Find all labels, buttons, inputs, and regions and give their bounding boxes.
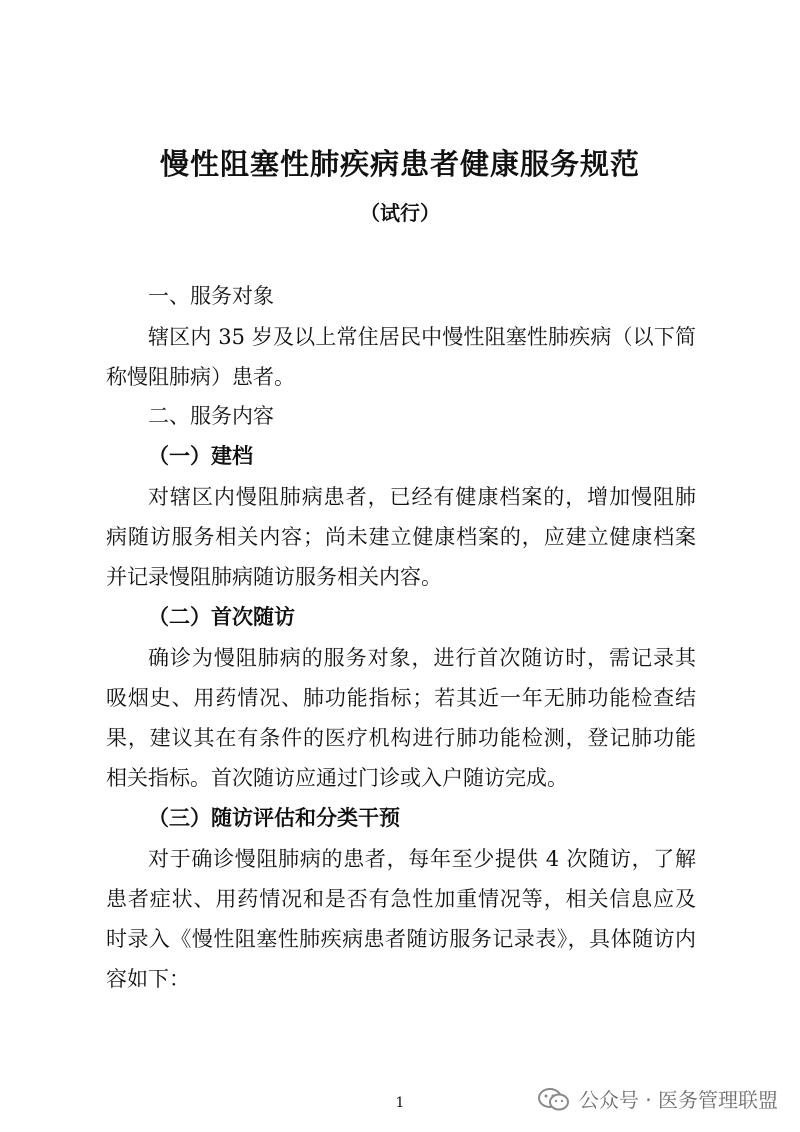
- paragraph-line: 确诊为慢阻肺病的服务对象，进行首次随访时，需记录其: [148, 646, 696, 670]
- paragraph-line: 对辖区内慢阻肺病患者，已经有健康档案的，增加慢阻肺: [148, 485, 696, 509]
- subsection-heading-first-visit: （二）首次随访: [148, 605, 295, 629]
- section-heading-service-content: 二、服务内容: [148, 404, 274, 428]
- page-number: 1: [395, 1095, 405, 1111]
- document-title: 慢性阻塞性肺疾病患者健康服务规范: [159, 147, 640, 181]
- document-subtitle: （试行）: [360, 201, 440, 225]
- subsection-heading-follow-up: （三）随访评估和分类干预: [148, 806, 400, 830]
- paragraph-line: 相关指标。首次随访应通过门诊或入户随访完成。: [106, 766, 568, 790]
- paragraph-line: 容如下：: [106, 967, 190, 991]
- paragraph-line: 果，建议其在有条件的医疗机构进行肺功能检测，登记肺功能: [106, 726, 696, 750]
- paragraph-line: 对于确诊慢阻肺病的患者，每年至少提供 4 次随访，了解: [148, 847, 696, 871]
- watermark: [537, 1084, 778, 1113]
- paragraph-line: 称慢阻肺病）患者。: [106, 365, 295, 389]
- paragraph-line: 患者症状、用药情况和是否有急性加重情况等，相关信息应及: [106, 887, 696, 911]
- wechat-icon: [537, 1087, 571, 1111]
- section-heading-service-target: 一、服务对象: [148, 284, 274, 308]
- paragraph-line: 病随访服务相关内容；尚未建立健康档案的，应建立健康档案: [106, 525, 696, 549]
- paragraph-line: 辖区内 35 岁及以上常住居民中慢性阻塞性肺疾病（以下简: [148, 325, 696, 349]
- subsection-heading-filing: （一）建档: [148, 444, 253, 468]
- paragraph-line: 吸烟史、用药情况、肺功能指标；若其近一年无肺功能检查结: [106, 686, 696, 710]
- watermark-text: 公众号 · 医务管理联盟: [578, 1088, 778, 1112]
- paragraph-line: 时录入《慢性阻塞性肺疾病患者随访服务记录表》，具体随访内: [106, 927, 696, 951]
- paragraph-line: 并记录慢阻肺病随访服务相关内容。: [106, 565, 442, 589]
